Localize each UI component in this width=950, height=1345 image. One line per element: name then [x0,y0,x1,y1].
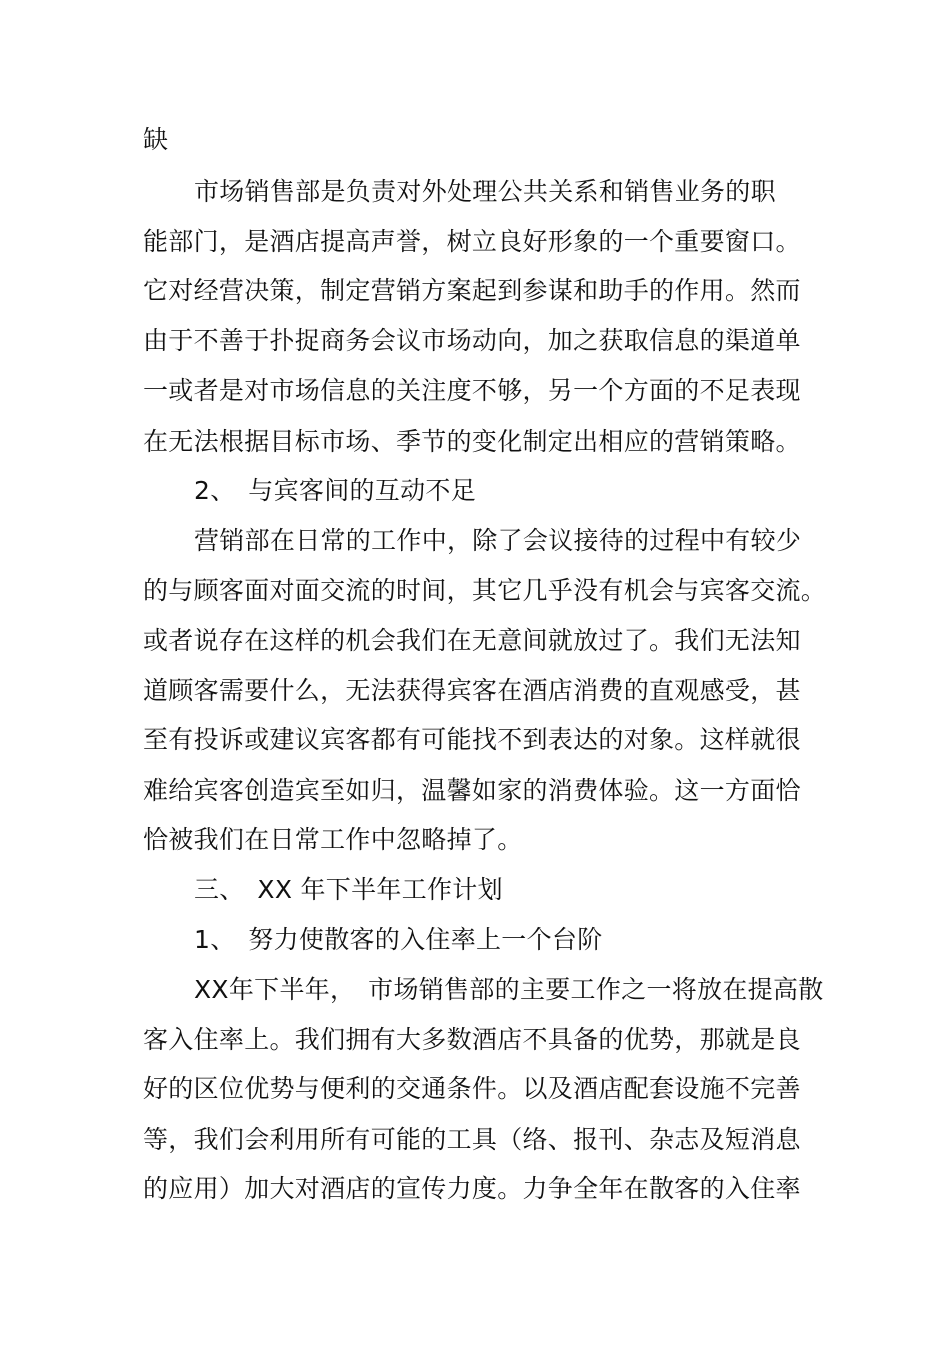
paragraph-line: 的应用）加大对酒店的宣传力度。力争全年在散客的入住率 [143,1174,801,1203]
paragraph-line: 一或者是对市场信息的关注度不够，另一个方面的不足表现 [143,376,801,405]
paragraph-line: 道顾客需要什么，无法获得宾客在酒店消费的直观感受，甚 [143,676,801,705]
paragraph-line: 难给宾客创造宾至如归，温馨如家的消费体验。这一方面恰 [143,776,801,805]
section-heading: 1、 努力使散客的入住率上一个台阶 [194,925,603,954]
paragraph-line: 能部门，是酒店提高声誉，树立良好形象的一个重要窗口。 [143,227,801,256]
paragraph-line: 由于不善于扑捉商务会议市场动向，加之获取信息的渠道单 [143,326,801,355]
paragraph-line: 或者说存在这样的机会我们在无意间就放过了。我们无法知 [143,626,801,655]
paragraph-line: 的与顾客面对面交流的时间，其它几乎没有机会与宾客交流。 [143,576,827,605]
paragraph-line: XX年下半年， 市场销售部的主要工作之一将放在提高散 [194,975,824,1004]
paragraph-line: 至有投诉或建议宾客都有可能找不到表达的对象。这样就很 [143,725,801,754]
paragraph-line: 客入住率上。我们拥有大多数酒店不具备的优势，那就是良 [143,1025,801,1054]
paragraph-line: 它对经营决策，制定营销方案起到参谋和助手的作用。然而 [143,276,801,305]
paragraph-line: 市场销售部是负责对外处理公共关系和销售业务的职 [194,177,776,206]
paragraph-line: 等，我们会利用所有可能的工具（络、报刊、杂志及短消息 [143,1125,801,1154]
section-heading: 2、 与宾客间的互动不足 [194,476,477,505]
paragraph-line: 缺 [143,125,169,154]
paragraph-line: 恰被我们在日常工作中忽略掉了。 [143,825,523,854]
paragraph-line: 好的区位优势与便利的交通条件。以及酒店配套设施不完善 [143,1074,801,1103]
section-heading: 三、 XX 年下半年工作计划 [194,875,503,904]
paragraph-line: 在无法根据目标市场、季节的变化制定出相应的营销策略。 [143,427,801,456]
paragraph-line: 营销部在日常的工作中，除了会议接待的过程中有较少 [194,526,802,555]
